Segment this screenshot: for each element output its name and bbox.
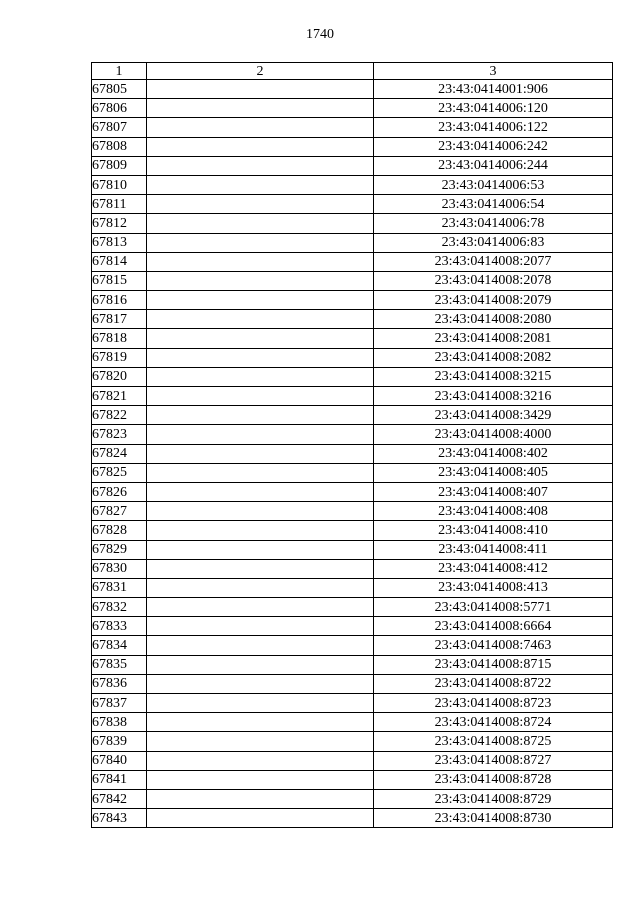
row-empty-cell xyxy=(147,406,374,425)
table-row xyxy=(92,578,613,597)
row-empty-cell xyxy=(147,329,374,348)
cadastral-number-cell: 23:43:0414008:413 xyxy=(374,578,613,597)
cadastral-number-cell: 23:43:0414006:244 xyxy=(374,156,613,175)
row-number-cell: 67842 xyxy=(92,789,147,808)
table-row xyxy=(92,348,613,367)
cadastral-number-cell: 23:43:0414006:78 xyxy=(374,214,613,233)
cadastral-number-cell: 23:43:0414008:8727 xyxy=(374,751,613,770)
table-header-row xyxy=(92,63,613,80)
cadastral-number-cell: 23:43:0414008:4000 xyxy=(374,425,613,444)
row-empty-cell xyxy=(147,617,374,636)
row-number-cell: 67834 xyxy=(92,636,147,655)
row-number-cell: 67827 xyxy=(92,502,147,521)
row-empty-cell xyxy=(147,713,374,732)
table-row xyxy=(92,214,613,233)
row-empty-cell xyxy=(147,137,374,156)
row-number-cell: 67833 xyxy=(92,617,147,636)
table-row xyxy=(92,540,613,559)
row-number-cell: 67815 xyxy=(92,271,147,290)
row-empty-cell xyxy=(147,99,374,118)
row-number-cell: 67813 xyxy=(92,233,147,252)
row-empty-cell xyxy=(147,291,374,310)
row-number-cell: 67826 xyxy=(92,482,147,501)
row-number-cell: 67828 xyxy=(92,521,147,540)
row-number-cell: 67843 xyxy=(92,809,147,828)
cadastral-number-cell: 23:43:0414008:402 xyxy=(374,444,613,463)
row-number-cell: 67824 xyxy=(92,444,147,463)
row-number-cell: 67806 xyxy=(92,99,147,118)
row-number-cell: 67817 xyxy=(92,310,147,329)
cadastral-number-cell: 23:43:0414008:2079 xyxy=(374,291,613,310)
table-row xyxy=(92,310,613,329)
row-number-cell: 67814 xyxy=(92,252,147,271)
page-number: 1740 xyxy=(306,27,334,42)
table-row xyxy=(92,329,613,348)
table-row xyxy=(92,559,613,578)
table-row xyxy=(92,137,613,156)
table-row xyxy=(92,751,613,770)
table-row xyxy=(92,156,613,175)
row-number-cell: 67829 xyxy=(92,540,147,559)
row-number-cell: 67805 xyxy=(92,80,147,99)
table-row xyxy=(92,406,613,425)
row-number-cell: 67812 xyxy=(92,214,147,233)
table-row xyxy=(92,80,613,99)
table-row xyxy=(92,99,613,118)
row-empty-cell xyxy=(147,214,374,233)
row-number-cell: 67820 xyxy=(92,367,147,386)
cadastral-number-cell: 23:43:0414008:6664 xyxy=(374,617,613,636)
column-header-1: 1 xyxy=(92,63,147,80)
table-row xyxy=(92,674,613,693)
row-empty-cell xyxy=(147,540,374,559)
cadastral-number-cell: 23:43:0414008:2082 xyxy=(374,348,613,367)
table-row xyxy=(92,598,613,617)
cadastral-number-cell: 23:43:0414008:408 xyxy=(374,502,613,521)
cadastral-number-cell: 23:43:0414008:8724 xyxy=(374,713,613,732)
cadastral-number-cell: 23:43:0414008:8715 xyxy=(374,655,613,674)
row-empty-cell xyxy=(147,674,374,693)
table-row xyxy=(92,636,613,655)
cadastral-number-cell: 23:43:0414008:8728 xyxy=(374,770,613,789)
cadastral-number-cell: 23:43:0414008:8729 xyxy=(374,789,613,808)
row-number-cell: 67840 xyxy=(92,751,147,770)
cadastral-number-cell: 23:43:0414008:7463 xyxy=(374,636,613,655)
cadastral-number-cell: 23:43:0414006:120 xyxy=(374,99,613,118)
cadastral-number-cell: 23:43:0414008:3215 xyxy=(374,367,613,386)
table-row xyxy=(92,502,613,521)
row-empty-cell xyxy=(147,732,374,751)
row-number-cell: 67837 xyxy=(92,694,147,713)
cadastral-number-cell: 23:43:0414008:411 xyxy=(374,540,613,559)
row-number-cell: 67823 xyxy=(92,425,147,444)
cadastral-number-cell: 23:43:0414008:405 xyxy=(374,463,613,482)
row-empty-cell xyxy=(147,425,374,444)
row-number-cell: 67831 xyxy=(92,578,147,597)
cadastral-number-cell: 23:43:0414006:54 xyxy=(374,195,613,214)
row-number-cell: 67830 xyxy=(92,559,147,578)
table-body xyxy=(92,80,613,828)
row-empty-cell xyxy=(147,694,374,713)
table-row xyxy=(92,118,613,137)
row-number-cell: 67836 xyxy=(92,674,147,693)
row-number-cell: 67810 xyxy=(92,175,147,194)
row-empty-cell xyxy=(147,809,374,828)
column-header-3: 3 xyxy=(374,63,613,80)
row-empty-cell xyxy=(147,233,374,252)
row-empty-cell xyxy=(147,310,374,329)
row-number-cell: 67838 xyxy=(92,713,147,732)
table-row xyxy=(92,770,613,789)
row-number-cell: 67819 xyxy=(92,348,147,367)
cadastral-number-cell: 23:43:0414008:5771 xyxy=(374,598,613,617)
table-row xyxy=(92,425,613,444)
row-empty-cell xyxy=(147,636,374,655)
table-row xyxy=(92,789,613,808)
cadastral-number-cell: 23:43:0414008:2077 xyxy=(374,252,613,271)
row-number-cell: 67808 xyxy=(92,137,147,156)
table-row xyxy=(92,387,613,406)
row-number-cell: 67809 xyxy=(92,156,147,175)
row-number-cell: 67825 xyxy=(92,463,147,482)
cadastral-number-cell: 23:43:0414006:242 xyxy=(374,137,613,156)
row-empty-cell xyxy=(147,751,374,770)
table-row xyxy=(92,175,613,194)
row-number-cell: 67807 xyxy=(92,118,147,137)
table-row xyxy=(92,617,613,636)
row-empty-cell xyxy=(147,195,374,214)
row-empty-cell xyxy=(147,118,374,137)
row-empty-cell xyxy=(147,271,374,290)
row-number-cell: 67816 xyxy=(92,291,147,310)
cadastral-number-cell: 23:43:0414006:83 xyxy=(374,233,613,252)
cadastral-number-cell: 23:43:0414008:8725 xyxy=(374,732,613,751)
row-empty-cell xyxy=(147,463,374,482)
table-row xyxy=(92,233,613,252)
row-empty-cell xyxy=(147,482,374,501)
cadastral-number-cell: 23:43:0414008:2081 xyxy=(374,329,613,348)
row-empty-cell xyxy=(147,80,374,99)
row-empty-cell xyxy=(147,655,374,674)
row-empty-cell xyxy=(147,598,374,617)
cadastral-number-cell: 23:43:0414008:8722 xyxy=(374,674,613,693)
cadastral-number-cell: 23:43:0414008:8730 xyxy=(374,809,613,828)
row-empty-cell xyxy=(147,578,374,597)
cadastral-number-cell: 23:43:0414008:3429 xyxy=(374,406,613,425)
row-number-cell: 67835 xyxy=(92,655,147,674)
row-empty-cell xyxy=(147,789,374,808)
cadastral-number-cell: 23:43:0414008:412 xyxy=(374,559,613,578)
row-empty-cell xyxy=(147,348,374,367)
table-row xyxy=(92,195,613,214)
cadastral-number-cell: 23:43:0414008:3216 xyxy=(374,387,613,406)
row-number-cell: 67832 xyxy=(92,598,147,617)
data-table xyxy=(91,62,613,828)
row-number-cell: 67839 xyxy=(92,732,147,751)
row-empty-cell xyxy=(147,252,374,271)
row-number-cell: 67821 xyxy=(92,387,147,406)
row-empty-cell xyxy=(147,387,374,406)
table-row xyxy=(92,271,613,290)
table-row xyxy=(92,521,613,540)
table-row xyxy=(92,252,613,271)
row-empty-cell xyxy=(147,770,374,789)
row-empty-cell xyxy=(147,175,374,194)
cadastral-number-cell: 23:43:0414006:53 xyxy=(374,175,613,194)
cadastral-number-cell: 23:43:0414008:407 xyxy=(374,482,613,501)
cadastral-number-cell: 23:43:0414008:8723 xyxy=(374,694,613,713)
table-row xyxy=(92,444,613,463)
row-number-cell: 67841 xyxy=(92,770,147,789)
cadastral-number-cell: 23:43:0414001:906 xyxy=(374,80,613,99)
table-row xyxy=(92,655,613,674)
row-empty-cell xyxy=(147,156,374,175)
cadastral-number-cell: 23:43:0414008:410 xyxy=(374,521,613,540)
row-number-cell: 67818 xyxy=(92,329,147,348)
cadastral-number-cell: 23:43:0414006:122 xyxy=(374,118,613,137)
row-empty-cell xyxy=(147,502,374,521)
table-row xyxy=(92,463,613,482)
row-empty-cell xyxy=(147,521,374,540)
table-row xyxy=(92,713,613,732)
cadastral-number-cell: 23:43:0414008:2078 xyxy=(374,271,613,290)
table-row xyxy=(92,367,613,386)
table-row xyxy=(92,732,613,751)
row-empty-cell xyxy=(147,367,374,386)
table-row xyxy=(92,809,613,828)
table-row xyxy=(92,291,613,310)
cadastral-number-cell: 23:43:0414008:2080 xyxy=(374,310,613,329)
table-row xyxy=(92,482,613,501)
row-empty-cell xyxy=(147,559,374,578)
column-header-2: 2 xyxy=(147,63,374,80)
row-number-cell: 67822 xyxy=(92,406,147,425)
row-number-cell: 67811 xyxy=(92,195,147,214)
row-empty-cell xyxy=(147,444,374,463)
table-row xyxy=(92,694,613,713)
